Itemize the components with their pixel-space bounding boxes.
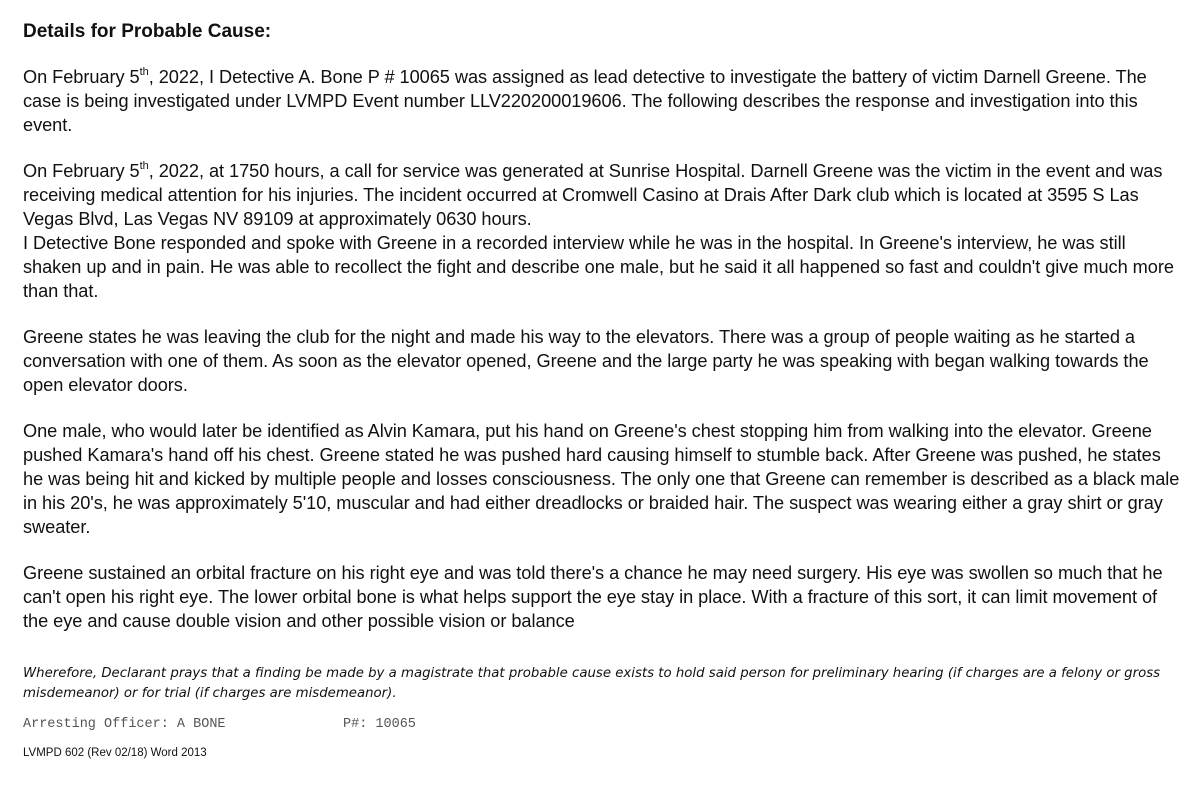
- officer-p-number: P#: 10065: [343, 717, 416, 732]
- ordinal-suffix: th: [139, 159, 149, 172]
- ordinal-suffix: th: [139, 65, 149, 78]
- arresting-officer-label: Arresting Officer: A BONE: [23, 717, 226, 732]
- paragraph-assignment-start: On February 5: [23, 67, 140, 87]
- wherefore-statement: Wherefore, Declarant prays that a finding be made by a magistrate that probable cause exists to hold said person for preliminary hearing (if charges are a felony or gross misdemeanor) or for trial (if charges are misdemeanor).: [23, 666, 1161, 701]
- paragraph-assignment: [23, 65, 1183, 137]
- arresting-officer-row: [23, 717, 416, 732]
- paragraph-interview: I Detective Bone responded and spoke with Greene in a recorded interview while he was in the hospital. In Greene's interview, he was still shaken up and in pain. He was able to recollect the fight and describe one male, but he said it all happened so fast and couldn't give much more than that.: [23, 233, 1174, 301]
- paragraph-call-rest: , 2022, at 1750 hours, a call for service was generated at Sunrise Hospital. Darnell Greene was the victim in the event and was receiving medical attention for his injuries. The incident occurred at Cromwell Casino at Drais After Dark club which is located at 3595 S Las Vegas Blvd, Las Vegas NV 89109 at approximately 0630 hours.: [23, 161, 1163, 229]
- paragraph-call-start: On February 5: [23, 161, 140, 181]
- probable-cause-document: [23, 19, 1183, 633]
- paragraph-elevators: Greene states he was leaving the club for the night and made his way to the elevators. There was a group of people waiting as he started a conversation with one of them. As soon as the elevator opened, Greene and the large party he was speaking with began walking towards the open elevator doors.: [23, 327, 1149, 395]
- paragraph-injuries: Greene sustained an orbital fracture on his right eye and was told there's a chance he may need surgery. His eye was swollen so much that he can't open his right eye. The lower orbital bone is what helps support the eye stay in place. With a fracture of this sort, it can limit movement of the eye and cause double vision and other possible vision or balance: [23, 563, 1163, 631]
- paragraph-call-for-service: [23, 159, 1183, 231]
- paragraph-altercation: One male, who would later be identified as Alvin Kamara, put his hand on Greene's chest stopping him from walking into the elevator. Greene pushed Kamara's hand off his chest. Greene stated he was pushed hard causing himself to stumble back. After Greene was pushed, he states he was being hit and kicked by multiple people and losses consciousness. The only one that Greene can remember is described as a black male in his 20's, he was approximately 5'10, muscular and had either dreadlocks or braided hair. The suspect was wearing either a gray shirt or gray sweater.: [23, 421, 1180, 537]
- form-identifier: LVMPD 602 (Rev 02/18) Word 2013: [23, 747, 207, 759]
- section-heading: Details for Probable Cause:: [23, 21, 272, 42]
- paragraph-assignment-rest: , 2022, I Detective A. Bone P # 10065 was assigned as lead detective to investigate the battery of victim Darnell Greene. The case is being investigated under LVMPD Event number LLV220200019606. The following describes the response and investigation into this event.: [23, 67, 1147, 135]
